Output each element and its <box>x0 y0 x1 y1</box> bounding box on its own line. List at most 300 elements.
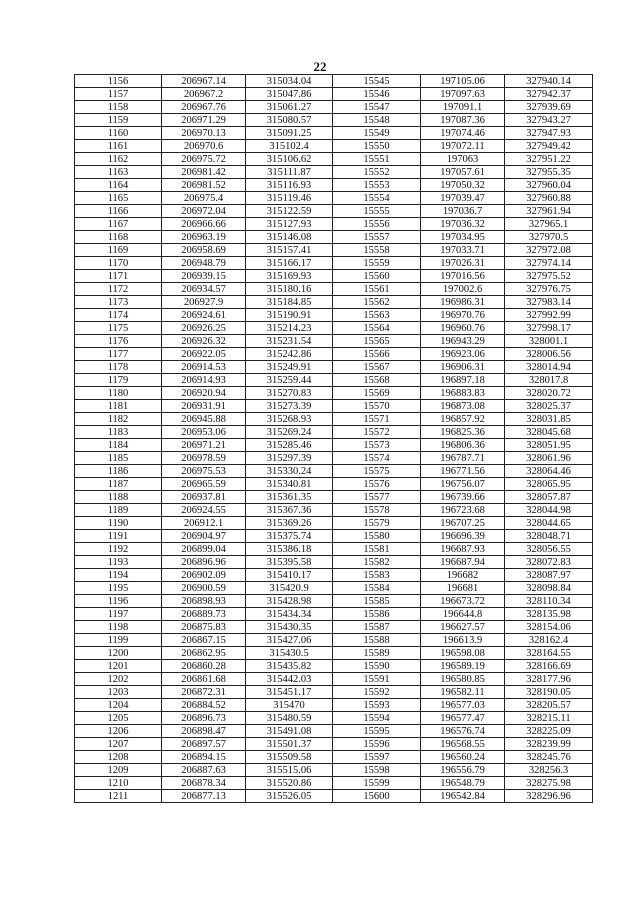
point-number-right-cell: 15577 <box>333 491 421 504</box>
table-row <box>75 725 593 738</box>
y-coordinate-right-cell: 327951.22 <box>505 153 593 166</box>
point-number-right-cell: 15600 <box>333 790 421 803</box>
y-coordinate-right-cell: 328164.55 <box>505 647 593 660</box>
y-coordinate-right-cell: 327961.94 <box>505 205 593 218</box>
table-row <box>75 426 593 439</box>
point-number-left-cell: 1175 <box>75 322 162 335</box>
y-coordinate-left-cell: 315157.41 <box>246 244 333 257</box>
x-coordinate-right-cell: 196542.84 <box>421 790 505 803</box>
x-coordinate-right-cell: 196577.03 <box>421 699 505 712</box>
point-number-left-cell: 1162 <box>75 153 162 166</box>
y-coordinate-right-cell: 328017.8 <box>505 374 593 387</box>
y-coordinate-right-cell: 328001.1 <box>505 335 593 348</box>
x-coordinate-left-cell: 206902.09 <box>162 569 246 582</box>
y-coordinate-right-cell: 327992.99 <box>505 309 593 322</box>
table-row <box>75 387 593 400</box>
point-number-left-cell: 1176 <box>75 335 162 348</box>
x-coordinate-right-cell: 196897.18 <box>421 374 505 387</box>
point-number-right-cell: 15599 <box>333 777 421 790</box>
y-coordinate-left-cell: 315169.93 <box>246 270 333 283</box>
y-coordinate-right-cell: 327947.93 <box>505 127 593 140</box>
point-number-left-cell: 1208 <box>75 751 162 764</box>
point-number-left-cell: 1211 <box>75 790 162 803</box>
point-number-right-cell: 15553 <box>333 179 421 192</box>
point-number-left-cell: 1188 <box>75 491 162 504</box>
x-coordinate-left-cell: 206975.53 <box>162 465 246 478</box>
table-row <box>75 140 593 153</box>
point-number-right-cell: 15547 <box>333 101 421 114</box>
x-coordinate-right-cell: 196739.66 <box>421 491 505 504</box>
table-row <box>75 231 593 244</box>
x-coordinate-right-cell: 197063 <box>421 153 505 166</box>
table-row <box>75 738 593 751</box>
point-number-right-cell: 15572 <box>333 426 421 439</box>
y-coordinate-right-cell: 328275.98 <box>505 777 593 790</box>
x-coordinate-right-cell: 196923.06 <box>421 348 505 361</box>
y-coordinate-left-cell: 315434.34 <box>246 608 333 621</box>
table-row <box>75 413 593 426</box>
y-coordinate-left-cell: 315184.85 <box>246 296 333 309</box>
x-coordinate-right-cell: 196582.11 <box>421 686 505 699</box>
x-coordinate-right-cell: 196682 <box>421 569 505 582</box>
point-number-left-cell: 1172 <box>75 283 162 296</box>
y-coordinate-left-cell: 315106.62 <box>246 153 333 166</box>
table-row <box>75 257 593 270</box>
y-coordinate-left-cell: 315146.08 <box>246 231 333 244</box>
x-coordinate-right-cell: 196673.72 <box>421 595 505 608</box>
point-number-right-cell: 15559 <box>333 257 421 270</box>
y-coordinate-left-cell: 315470 <box>246 699 333 712</box>
table-row <box>75 374 593 387</box>
x-coordinate-left-cell: 206900.59 <box>162 582 246 595</box>
x-coordinate-right-cell: 196787.71 <box>421 452 505 465</box>
x-coordinate-left-cell: 206898.93 <box>162 595 246 608</box>
point-number-left-cell: 1198 <box>75 621 162 634</box>
point-number-left-cell: 1185 <box>75 452 162 465</box>
x-coordinate-left-cell: 206899.04 <box>162 543 246 556</box>
y-coordinate-left-cell: 315111.87 <box>246 166 333 179</box>
point-number-left-cell: 1209 <box>75 764 162 777</box>
point-number-right-cell: 15589 <box>333 647 421 660</box>
y-coordinate-right-cell: 328025.37 <box>505 400 593 413</box>
x-coordinate-left-cell: 206898.47 <box>162 725 246 738</box>
point-number-left-cell: 1180 <box>75 387 162 400</box>
x-coordinate-left-cell: 206914.93 <box>162 374 246 387</box>
table-row <box>75 530 593 543</box>
x-coordinate-left-cell: 206862.95 <box>162 647 246 660</box>
point-number-left-cell: 1165 <box>75 192 162 205</box>
y-coordinate-right-cell: 327940.14 <box>505 75 593 88</box>
x-coordinate-left-cell: 206897.57 <box>162 738 246 751</box>
table-row <box>75 75 593 88</box>
point-number-left-cell: 1164 <box>75 179 162 192</box>
point-number-right-cell: 15584 <box>333 582 421 595</box>
x-coordinate-left-cell: 206963.19 <box>162 231 246 244</box>
y-coordinate-left-cell: 315430.5 <box>246 647 333 660</box>
point-number-left-cell: 1187 <box>75 478 162 491</box>
y-coordinate-left-cell: 315442.03 <box>246 673 333 686</box>
y-coordinate-left-cell: 315451.17 <box>246 686 333 699</box>
y-coordinate-left-cell: 315080.57 <box>246 114 333 127</box>
x-coordinate-right-cell: 196613.9 <box>421 634 505 647</box>
point-number-right-cell: 15588 <box>333 634 421 647</box>
table-row <box>75 504 593 517</box>
point-number-left-cell: 1191 <box>75 530 162 543</box>
y-coordinate-left-cell: 315190.91 <box>246 309 333 322</box>
x-coordinate-left-cell: 206904.97 <box>162 530 246 543</box>
point-number-right-cell: 15549 <box>333 127 421 140</box>
point-number-right-cell: 15568 <box>333 374 421 387</box>
x-coordinate-left-cell: 206878.34 <box>162 777 246 790</box>
x-coordinate-left-cell: 206965.59 <box>162 478 246 491</box>
y-coordinate-left-cell: 315386.18 <box>246 543 333 556</box>
y-coordinate-right-cell: 327965.1 <box>505 218 593 231</box>
y-coordinate-left-cell: 315428.98 <box>246 595 333 608</box>
y-coordinate-right-cell: 328215.11 <box>505 712 593 725</box>
point-number-left-cell: 1161 <box>75 140 162 153</box>
point-number-left-cell: 1166 <box>75 205 162 218</box>
x-coordinate-right-cell: 196568.55 <box>421 738 505 751</box>
x-coordinate-left-cell: 206975.4 <box>162 192 246 205</box>
y-coordinate-left-cell: 315127.93 <box>246 218 333 231</box>
point-number-right-cell: 15573 <box>333 439 421 452</box>
point-number-right-cell: 15552 <box>333 166 421 179</box>
point-number-left-cell: 1159 <box>75 114 162 127</box>
x-coordinate-left-cell: 206937.81 <box>162 491 246 504</box>
point-number-right-cell: 15565 <box>333 335 421 348</box>
point-number-right-cell: 15579 <box>333 517 421 530</box>
x-coordinate-right-cell: 197034.95 <box>421 231 505 244</box>
point-number-right-cell: 15570 <box>333 400 421 413</box>
y-coordinate-right-cell: 327983.14 <box>505 296 593 309</box>
x-coordinate-left-cell: 206922.05 <box>162 348 246 361</box>
y-coordinate-left-cell: 315231.54 <box>246 335 333 348</box>
table-row <box>75 673 593 686</box>
table-row <box>75 322 593 335</box>
point-number-left-cell: 1207 <box>75 738 162 751</box>
table-row <box>75 348 593 361</box>
y-coordinate-right-cell: 328048.71 <box>505 530 593 543</box>
x-coordinate-right-cell: 197033.71 <box>421 244 505 257</box>
point-number-right-cell: 15571 <box>333 413 421 426</box>
table-row <box>75 439 593 452</box>
y-coordinate-right-cell: 328098.84 <box>505 582 593 595</box>
point-number-right-cell: 15591 <box>333 673 421 686</box>
y-coordinate-right-cell: 328162.4 <box>505 634 593 647</box>
point-number-left-cell: 1201 <box>75 660 162 673</box>
x-coordinate-left-cell: 206970.6 <box>162 140 246 153</box>
table-row <box>75 699 593 712</box>
point-number-right-cell: 15590 <box>333 660 421 673</box>
y-coordinate-left-cell: 315435.82 <box>246 660 333 673</box>
y-coordinate-left-cell: 315297.39 <box>246 452 333 465</box>
x-coordinate-right-cell: 197039.47 <box>421 192 505 205</box>
y-coordinate-right-cell: 328239.99 <box>505 738 593 751</box>
y-coordinate-left-cell: 315242.86 <box>246 348 333 361</box>
point-number-left-cell: 1204 <box>75 699 162 712</box>
table-row <box>75 712 593 725</box>
y-coordinate-right-cell: 328056.55 <box>505 543 593 556</box>
point-number-left-cell: 1206 <box>75 725 162 738</box>
x-coordinate-left-cell: 206945.88 <box>162 413 246 426</box>
point-number-right-cell: 15583 <box>333 569 421 582</box>
point-number-right-cell: 15564 <box>333 322 421 335</box>
point-number-left-cell: 1169 <box>75 244 162 257</box>
x-coordinate-left-cell: 206887.63 <box>162 764 246 777</box>
table-row <box>75 205 593 218</box>
y-coordinate-right-cell: 328154.06 <box>505 621 593 634</box>
x-coordinate-right-cell: 197002.6 <box>421 283 505 296</box>
x-coordinate-left-cell: 206872.31 <box>162 686 246 699</box>
point-number-left-cell: 1179 <box>75 374 162 387</box>
point-number-left-cell: 1202 <box>75 673 162 686</box>
y-coordinate-right-cell: 328135.98 <box>505 608 593 621</box>
x-coordinate-left-cell: 206967.2 <box>162 88 246 101</box>
y-coordinate-right-cell: 328014.94 <box>505 361 593 374</box>
x-coordinate-right-cell: 196687.93 <box>421 543 505 556</box>
point-number-left-cell: 1193 <box>75 556 162 569</box>
y-coordinate-left-cell: 315501.37 <box>246 738 333 751</box>
x-coordinate-left-cell: 206926.25 <box>162 322 246 335</box>
point-number-left-cell: 1174 <box>75 309 162 322</box>
x-coordinate-right-cell: 196825.36 <box>421 426 505 439</box>
y-coordinate-left-cell: 315166.17 <box>246 257 333 270</box>
table-row <box>75 764 593 777</box>
x-coordinate-left-cell: 206924.55 <box>162 504 246 517</box>
point-number-left-cell: 1171 <box>75 270 162 283</box>
y-coordinate-left-cell: 315122.59 <box>246 205 333 218</box>
x-coordinate-right-cell: 197074.46 <box>421 127 505 140</box>
y-coordinate-left-cell: 315480.59 <box>246 712 333 725</box>
y-coordinate-left-cell: 315509.58 <box>246 751 333 764</box>
point-number-right-cell: 15548 <box>333 114 421 127</box>
y-coordinate-left-cell: 315410.17 <box>246 569 333 582</box>
x-coordinate-left-cell: 206978.59 <box>162 452 246 465</box>
y-coordinate-left-cell: 315395.58 <box>246 556 333 569</box>
y-coordinate-left-cell: 315340.81 <box>246 478 333 491</box>
point-number-left-cell: 1192 <box>75 543 162 556</box>
x-coordinate-left-cell: 206934.57 <box>162 283 246 296</box>
x-coordinate-right-cell: 197036.32 <box>421 218 505 231</box>
table-row <box>75 556 593 569</box>
x-coordinate-left-cell: 206896.96 <box>162 556 246 569</box>
point-number-left-cell: 1181 <box>75 400 162 413</box>
y-coordinate-left-cell: 315285.46 <box>246 439 333 452</box>
table-row <box>75 309 593 322</box>
y-coordinate-right-cell: 328045.68 <box>505 426 593 439</box>
table-row <box>75 686 593 699</box>
point-number-right-cell: 15586 <box>333 608 421 621</box>
y-coordinate-right-cell: 327974.14 <box>505 257 593 270</box>
table-row <box>75 127 593 140</box>
y-coordinate-left-cell: 315270.83 <box>246 387 333 400</box>
point-number-right-cell: 15560 <box>333 270 421 283</box>
y-coordinate-right-cell: 328044.65 <box>505 517 593 530</box>
x-coordinate-right-cell: 196589.19 <box>421 660 505 673</box>
x-coordinate-right-cell: 196707.25 <box>421 517 505 530</box>
x-coordinate-right-cell: 196577.47 <box>421 712 505 725</box>
y-coordinate-left-cell: 315420.9 <box>246 582 333 595</box>
x-coordinate-right-cell: 197026.31 <box>421 257 505 270</box>
y-coordinate-right-cell: 328057.87 <box>505 491 593 504</box>
table-row <box>75 335 593 348</box>
y-coordinate-right-cell: 327960.04 <box>505 179 593 192</box>
y-coordinate-right-cell: 327949.42 <box>505 140 593 153</box>
point-number-right-cell: 15574 <box>333 452 421 465</box>
table-row <box>75 478 593 491</box>
point-number-left-cell: 1177 <box>75 348 162 361</box>
y-coordinate-right-cell: 328065.95 <box>505 478 593 491</box>
y-coordinate-left-cell: 315369.26 <box>246 517 333 530</box>
x-coordinate-right-cell: 196576.74 <box>421 725 505 738</box>
point-number-right-cell: 15562 <box>333 296 421 309</box>
y-coordinate-right-cell: 328031.85 <box>505 413 593 426</box>
y-coordinate-left-cell: 315061.27 <box>246 101 333 114</box>
table-row <box>75 192 593 205</box>
x-coordinate-left-cell: 206958.69 <box>162 244 246 257</box>
point-number-left-cell: 1200 <box>75 647 162 660</box>
point-number-right-cell: 15556 <box>333 218 421 231</box>
y-coordinate-left-cell: 315091.25 <box>246 127 333 140</box>
y-coordinate-right-cell: 328245.76 <box>505 751 593 764</box>
x-coordinate-left-cell: 206877.13 <box>162 790 246 803</box>
point-number-right-cell: 15580 <box>333 530 421 543</box>
x-coordinate-right-cell: 197087.36 <box>421 114 505 127</box>
y-coordinate-right-cell: 328061.96 <box>505 452 593 465</box>
x-coordinate-right-cell: 196806.36 <box>421 439 505 452</box>
point-number-right-cell: 15545 <box>333 75 421 88</box>
y-coordinate-right-cell: 327970.5 <box>505 231 593 244</box>
x-coordinate-left-cell: 206894.15 <box>162 751 246 764</box>
x-coordinate-right-cell: 197097.63 <box>421 88 505 101</box>
point-number-left-cell: 1194 <box>75 569 162 582</box>
y-coordinate-right-cell: 327939.69 <box>505 101 593 114</box>
point-number-right-cell: 15566 <box>333 348 421 361</box>
x-coordinate-left-cell: 206924.61 <box>162 309 246 322</box>
y-coordinate-left-cell: 315214.23 <box>246 322 333 335</box>
x-coordinate-left-cell: 206939.15 <box>162 270 246 283</box>
x-coordinate-left-cell: 206926.32 <box>162 335 246 348</box>
point-number-left-cell: 1170 <box>75 257 162 270</box>
table-row <box>75 400 593 413</box>
point-number-left-cell: 1160 <box>75 127 162 140</box>
x-coordinate-right-cell: 196560.24 <box>421 751 505 764</box>
x-coordinate-left-cell: 206970.13 <box>162 127 246 140</box>
y-coordinate-left-cell: 315102.4 <box>246 140 333 153</box>
y-coordinate-right-cell: 328256.3 <box>505 764 593 777</box>
x-coordinate-right-cell: 196723.68 <box>421 504 505 517</box>
table-row <box>75 647 593 660</box>
point-number-right-cell: 15596 <box>333 738 421 751</box>
y-coordinate-right-cell: 328205.57 <box>505 699 593 712</box>
y-coordinate-right-cell: 327975.52 <box>505 270 593 283</box>
x-coordinate-left-cell: 206920.94 <box>162 387 246 400</box>
point-number-right-cell: 15595 <box>333 725 421 738</box>
x-coordinate-right-cell: 196857.92 <box>421 413 505 426</box>
x-coordinate-right-cell: 197105.06 <box>421 75 505 88</box>
x-coordinate-right-cell: 196960.76 <box>421 322 505 335</box>
y-coordinate-right-cell: 328110.34 <box>505 595 593 608</box>
y-coordinate-left-cell: 315361.35 <box>246 491 333 504</box>
table-row <box>75 179 593 192</box>
point-number-right-cell: 15555 <box>333 205 421 218</box>
y-coordinate-left-cell: 315180.16 <box>246 283 333 296</box>
table-row <box>75 465 593 478</box>
point-number-right-cell: 15546 <box>333 88 421 101</box>
x-coordinate-left-cell: 206896.73 <box>162 712 246 725</box>
y-coordinate-right-cell: 328166.69 <box>505 660 593 673</box>
x-coordinate-right-cell: 196548.79 <box>421 777 505 790</box>
point-number-right-cell: 15598 <box>333 764 421 777</box>
table-row <box>75 361 593 374</box>
point-number-left-cell: 1196 <box>75 595 162 608</box>
y-coordinate-left-cell: 315427.06 <box>246 634 333 647</box>
point-number-left-cell: 1197 <box>75 608 162 621</box>
x-coordinate-left-cell: 206860.28 <box>162 660 246 673</box>
y-coordinate-right-cell: 328051.95 <box>505 439 593 452</box>
table-row <box>75 270 593 283</box>
x-coordinate-right-cell: 196556.79 <box>421 764 505 777</box>
y-coordinate-right-cell: 327942.37 <box>505 88 593 101</box>
x-coordinate-right-cell: 197072.11 <box>421 140 505 153</box>
point-number-right-cell: 15582 <box>333 556 421 569</box>
point-number-left-cell: 1182 <box>75 413 162 426</box>
y-coordinate-left-cell: 315119.46 <box>246 192 333 205</box>
point-number-left-cell: 1168 <box>75 231 162 244</box>
y-coordinate-left-cell: 315249.91 <box>246 361 333 374</box>
table-row <box>75 218 593 231</box>
x-coordinate-left-cell: 206948.79 <box>162 257 246 270</box>
point-number-right-cell: 15569 <box>333 387 421 400</box>
point-number-right-cell: 15587 <box>333 621 421 634</box>
y-coordinate-right-cell: 328006.56 <box>505 348 593 361</box>
coordinates-table <box>74 74 593 803</box>
table-row <box>75 569 593 582</box>
x-coordinate-left-cell: 206971.21 <box>162 439 246 452</box>
table-row <box>75 517 593 530</box>
table-row <box>75 166 593 179</box>
x-coordinate-left-cell: 206889.73 <box>162 608 246 621</box>
y-coordinate-right-cell: 327998.17 <box>505 322 593 335</box>
table-row <box>75 296 593 309</box>
x-coordinate-left-cell: 206884.52 <box>162 699 246 712</box>
table-row <box>75 777 593 790</box>
x-coordinate-right-cell: 196598.08 <box>421 647 505 660</box>
point-number-right-cell: 15578 <box>333 504 421 517</box>
table-row <box>75 608 593 621</box>
table-row <box>75 283 593 296</box>
y-coordinate-left-cell: 315515.06 <box>246 764 333 777</box>
x-coordinate-left-cell: 206967.76 <box>162 101 246 114</box>
point-number-right-cell: 15592 <box>333 686 421 699</box>
x-coordinate-left-cell: 206981.52 <box>162 179 246 192</box>
y-coordinate-right-cell: 328064.46 <box>505 465 593 478</box>
y-coordinate-left-cell: 315268.93 <box>246 413 333 426</box>
y-coordinate-right-cell: 327972.08 <box>505 244 593 257</box>
point-number-right-cell: 15554 <box>333 192 421 205</box>
y-coordinate-left-cell: 315491.08 <box>246 725 333 738</box>
point-number-left-cell: 1184 <box>75 439 162 452</box>
x-coordinate-right-cell: 196681 <box>421 582 505 595</box>
y-coordinate-right-cell: 328020.72 <box>505 387 593 400</box>
x-coordinate-right-cell: 196756.07 <box>421 478 505 491</box>
y-coordinate-right-cell: 327943.27 <box>505 114 593 127</box>
point-number-right-cell: 15567 <box>333 361 421 374</box>
x-coordinate-left-cell: 206875.83 <box>162 621 246 634</box>
point-number-right-cell: 15561 <box>333 283 421 296</box>
y-coordinate-left-cell: 315526.05 <box>246 790 333 803</box>
y-coordinate-right-cell: 328072.83 <box>505 556 593 569</box>
